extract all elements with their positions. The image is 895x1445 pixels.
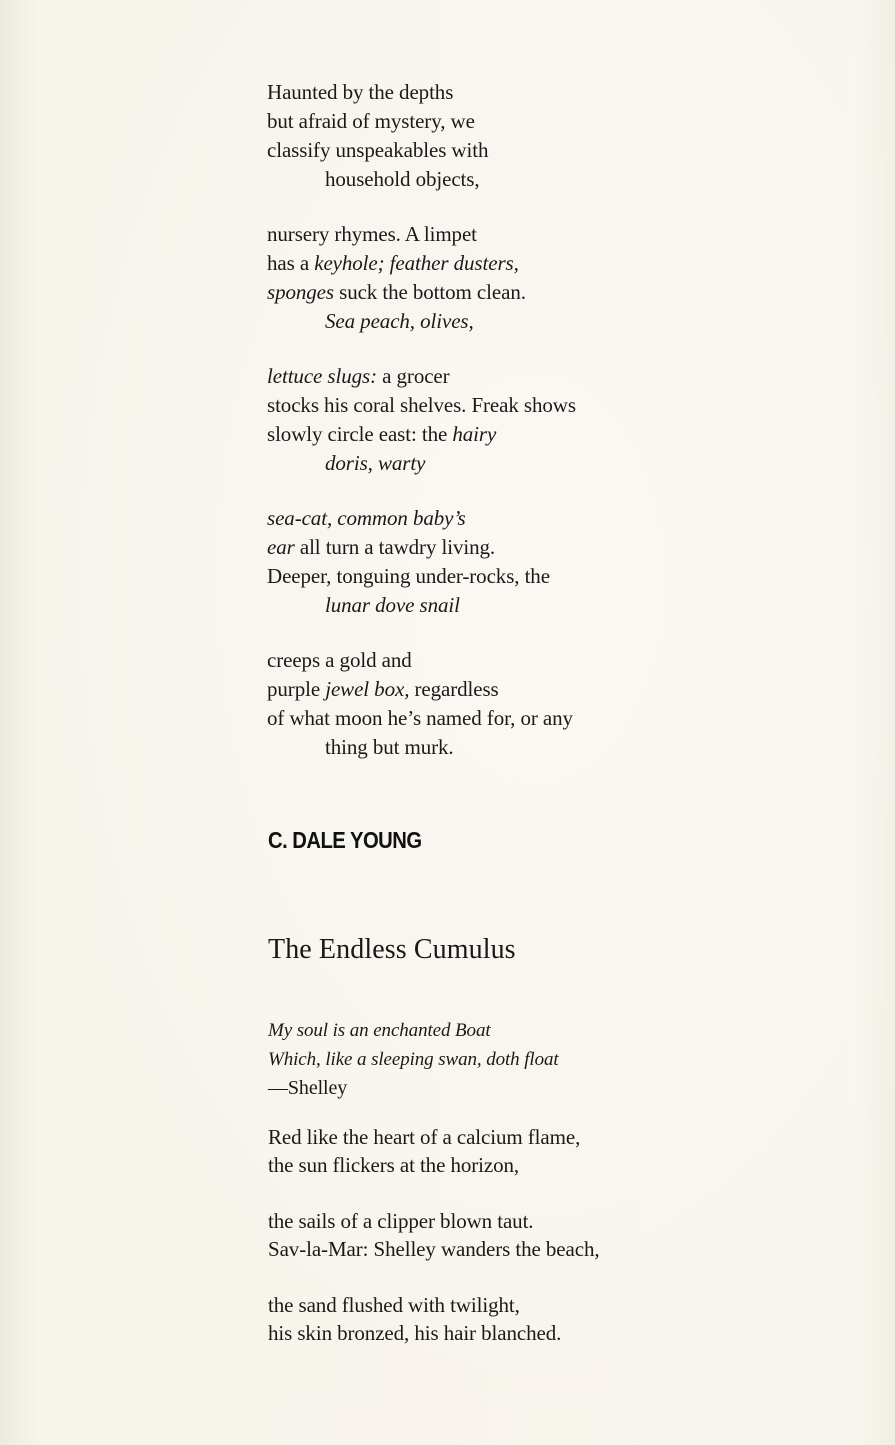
poem-text: regardless <box>409 677 499 701</box>
stanza-1 <box>267 78 787 194</box>
poem-text: slowly circle east: the <box>267 422 453 446</box>
poem-italic: lettuce slugs: <box>267 364 377 388</box>
poem-italic: keyhole; feather dusters, <box>314 251 519 275</box>
poem-line: Sav-la-Mar: Shelley wanders the beach, <box>268 1237 600 1261</box>
poem-line: household objects, <box>325 167 480 191</box>
poem-line <box>267 449 787 478</box>
author-name: C. DALE YOUNG <box>268 827 422 853</box>
poem-line: the sails of a clipper blown taut. <box>268 1209 534 1233</box>
epigraph-line <box>268 1016 559 1045</box>
poem-italic: jewel box, <box>325 677 410 701</box>
poem-text: all turn a tawdry living. <box>294 535 496 559</box>
epigraph-italic: Which, like a sleeping swan, doth float <box>268 1049 559 1070</box>
stanza-2 <box>268 1207 788 1263</box>
stanza-3 <box>267 362 787 478</box>
poem-marine-classification <box>267 78 787 788</box>
poem-line: of what moon he’s named for, or any <box>267 706 573 730</box>
stanza-3 <box>268 1291 788 1347</box>
poem-italic: doris, warty <box>325 451 426 475</box>
poem-italic: sponges <box>267 280 334 304</box>
poem-line <box>267 278 787 307</box>
poem-italic: lunar dove snail <box>325 593 460 617</box>
poem-endless-cumulus <box>268 1123 788 1375</box>
poem-italic: sea-cat, common baby’s <box>267 506 466 530</box>
epigraph-italic: My soul is an enchanted Boat <box>268 1020 491 1041</box>
poem-text: suck the bottom clean. <box>333 280 526 304</box>
poem-line: stocks his coral shelves. Freak shows <box>267 393 576 417</box>
stanza-1 <box>268 1123 788 1179</box>
epigraph-attribution: —Shelley <box>268 1077 348 1099</box>
poem-line: Haunted by the depths <box>267 80 454 104</box>
poem-line: his skin bronzed, his hair blanched. <box>268 1321 562 1345</box>
poem-line: but afraid of mystery, we <box>267 109 475 133</box>
poem-title: The Endless Cumulus <box>268 934 516 965</box>
poem-text: a grocer <box>377 364 450 388</box>
epigraph-line <box>268 1045 559 1074</box>
poem-line: classify unspeakables with <box>267 138 489 162</box>
stanza-5 <box>267 646 787 762</box>
epigraph <box>268 1016 559 1103</box>
poem-italic: Sea peach, olives, <box>325 309 474 333</box>
poem-line: Red like the heart of a calcium flame, <box>268 1125 581 1149</box>
poem-line <box>267 675 787 704</box>
poem-line: Deeper, tonguing under-rocks, the <box>267 564 550 588</box>
poem-text: purple <box>267 677 326 701</box>
poem-line: the sun flickers at the horizon, <box>268 1153 520 1177</box>
poem-italic: ear <box>267 535 295 559</box>
poem-line <box>267 362 787 391</box>
stanza-4 <box>267 504 787 620</box>
poem-line: nursery rhymes. A limpet <box>267 222 477 246</box>
poem-line: creeps a gold and <box>267 648 412 672</box>
poem-italic: hairy <box>452 422 497 446</box>
poem-line <box>267 307 787 336</box>
poem-line: the sand flushed with twilight, <box>268 1293 520 1317</box>
poem-line <box>267 533 787 562</box>
stanza-2 <box>267 220 787 336</box>
poem-line <box>267 504 787 533</box>
poem-line: thing but murk. <box>325 735 454 759</box>
poem-line <box>267 591 787 620</box>
poem-line <box>267 420 787 449</box>
poem-line <box>267 249 787 278</box>
poem-text: has a <box>267 251 315 275</box>
